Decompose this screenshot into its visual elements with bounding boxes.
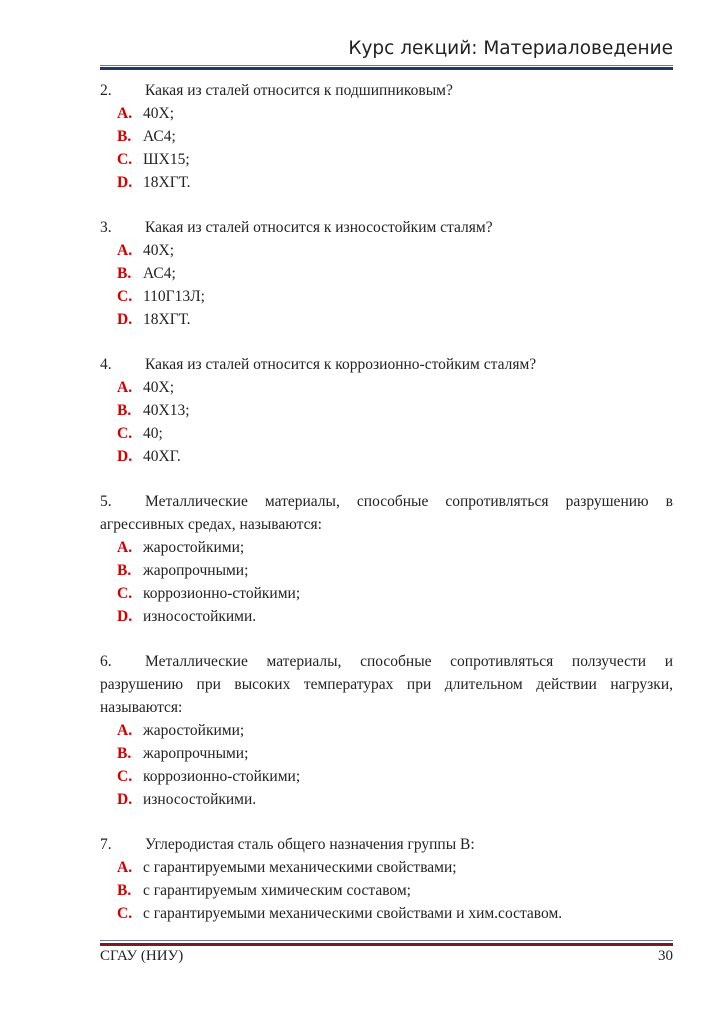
option-letter: C.: [117, 905, 133, 922]
option-text: 40Х;: [143, 242, 174, 259]
option-text: АС4;: [143, 265, 176, 282]
option-text: износостойкими.: [143, 791, 257, 808]
header-rule-thin: [100, 65, 673, 66]
option-letter: A.: [117, 722, 133, 739]
answer-option: [100, 559, 673, 582]
answer-option: [100, 719, 673, 742]
answer-options: [100, 239, 673, 331]
question-stem: [100, 79, 673, 102]
footer-page-number: 30: [658, 948, 673, 964]
answer-option: [100, 742, 673, 765]
question-number: 6.: [100, 653, 112, 670]
question-stem: [100, 353, 673, 376]
question-number: 2.: [100, 82, 112, 99]
question-stem: [100, 490, 673, 536]
footer-organization: СГАУ (НИУ): [100, 948, 184, 964]
question-block: [100, 490, 673, 628]
question-block: [100, 833, 673, 925]
question-stem: [100, 833, 673, 856]
question-stem: [100, 216, 673, 239]
question-text: Какая из сталей относится к износостойким сталям?: [145, 219, 493, 236]
answer-option: [100, 148, 673, 171]
option-text: 40ХГ.: [143, 448, 181, 465]
question-block: [100, 79, 673, 194]
option-text: с гарантируемыми механическими свойствами;: [143, 859, 457, 876]
answer-option: [100, 902, 673, 925]
answer-options: [100, 856, 673, 925]
answer-options: [100, 719, 673, 811]
option-letter: D.: [117, 448, 133, 465]
answer-option: [100, 102, 673, 125]
option-text: АС4;: [143, 128, 176, 145]
option-text: 40Х;: [143, 105, 174, 122]
answer-option: [100, 856, 673, 879]
question-text: Какая из сталей относится к коррозионно-стойким сталям?: [145, 356, 537, 373]
question-stem: [100, 650, 673, 719]
answer-option: [100, 605, 673, 628]
header-rule-thick: [100, 67, 673, 70]
option-text: коррозионно-стойкими;: [143, 585, 301, 602]
option-letter: A.: [117, 379, 133, 396]
option-letter: B.: [117, 745, 132, 762]
option-text: с гарантируемыми механическими свойствами и хим.составом.: [143, 905, 563, 922]
option-letter: B.: [117, 128, 132, 145]
option-letter: A.: [117, 539, 133, 556]
question-number: 3.: [100, 219, 112, 236]
option-letter: B.: [117, 265, 132, 282]
question-number: 4.: [100, 356, 112, 373]
answer-option: [100, 262, 673, 285]
footer-rule-thick: [100, 943, 673, 946]
answer-option: [100, 376, 673, 399]
question-text: Металлические материалы, способные сопротивляться ползучести и разрушению при высоких температурах при длительном действии нагрузки, называются:: [100, 653, 673, 716]
option-letter: D.: [117, 311, 133, 328]
option-text: с гарантируемым химическим составом;: [143, 882, 411, 899]
option-letter: A.: [117, 105, 133, 122]
answer-option: [100, 765, 673, 788]
answer-options: [100, 536, 673, 628]
answer-option: [100, 582, 673, 605]
page-header-title: Курс лекций: Материаловедение: [348, 38, 673, 59]
option-letter: D.: [117, 174, 133, 191]
question-number: 7.: [100, 836, 112, 853]
option-text: 40;: [143, 425, 163, 442]
option-text: 18ХГТ.: [143, 174, 191, 191]
answer-options: [100, 102, 673, 194]
option-text: ШХ15;: [143, 151, 190, 168]
footer-rule-thin: [100, 940, 673, 941]
option-text: жаропрочными;: [143, 562, 249, 579]
answer-option: [100, 536, 673, 559]
option-text: коррозионно-стойкими;: [143, 768, 301, 785]
option-letter: C.: [117, 585, 133, 602]
option-text: жаростойкими;: [143, 722, 245, 739]
answer-option: [100, 285, 673, 308]
option-letter: A.: [117, 859, 133, 876]
answer-options: [100, 376, 673, 468]
option-text: износостойкими.: [143, 608, 257, 625]
option-letter: D.: [117, 608, 133, 625]
question-block: [100, 216, 673, 331]
option-letter: C.: [117, 151, 133, 168]
option-letter: B.: [117, 402, 132, 419]
option-text: 40Х13;: [143, 402, 190, 419]
answer-option: [100, 422, 673, 445]
question-block: [100, 353, 673, 468]
question-list: [100, 79, 673, 947]
option-letter: C.: [117, 768, 133, 785]
question-block: [100, 650, 673, 811]
option-letter: D.: [117, 791, 133, 808]
question-text: Металлические материалы, способные сопротивляться разрушению в агрессивных средах, называются:: [100, 493, 673, 533]
answer-option: [100, 445, 673, 468]
answer-option: [100, 788, 673, 811]
option-letter: B.: [117, 562, 132, 579]
option-text: жаропрочными;: [143, 745, 249, 762]
option-text: жаростойкими;: [143, 539, 245, 556]
answer-option: [100, 125, 673, 148]
answer-option: [100, 239, 673, 262]
question-text: Углеродистая сталь общего назначения группы В:: [145, 836, 475, 853]
answer-option: [100, 399, 673, 422]
question-text: Какая из сталей относится к подшипниковым?: [145, 82, 453, 99]
option-letter: C.: [117, 425, 133, 442]
option-text: 40Х;: [143, 379, 174, 396]
option-text: 110Г13Л;: [143, 288, 205, 305]
answer-option: [100, 879, 673, 902]
answer-option: [100, 308, 673, 331]
answer-option: [100, 171, 673, 194]
option-letter: A.: [117, 242, 133, 259]
question-number: 5.: [100, 493, 112, 510]
option-letter: C.: [117, 288, 133, 305]
option-letter: B.: [117, 882, 132, 899]
option-text: 18ХГТ.: [143, 311, 191, 328]
